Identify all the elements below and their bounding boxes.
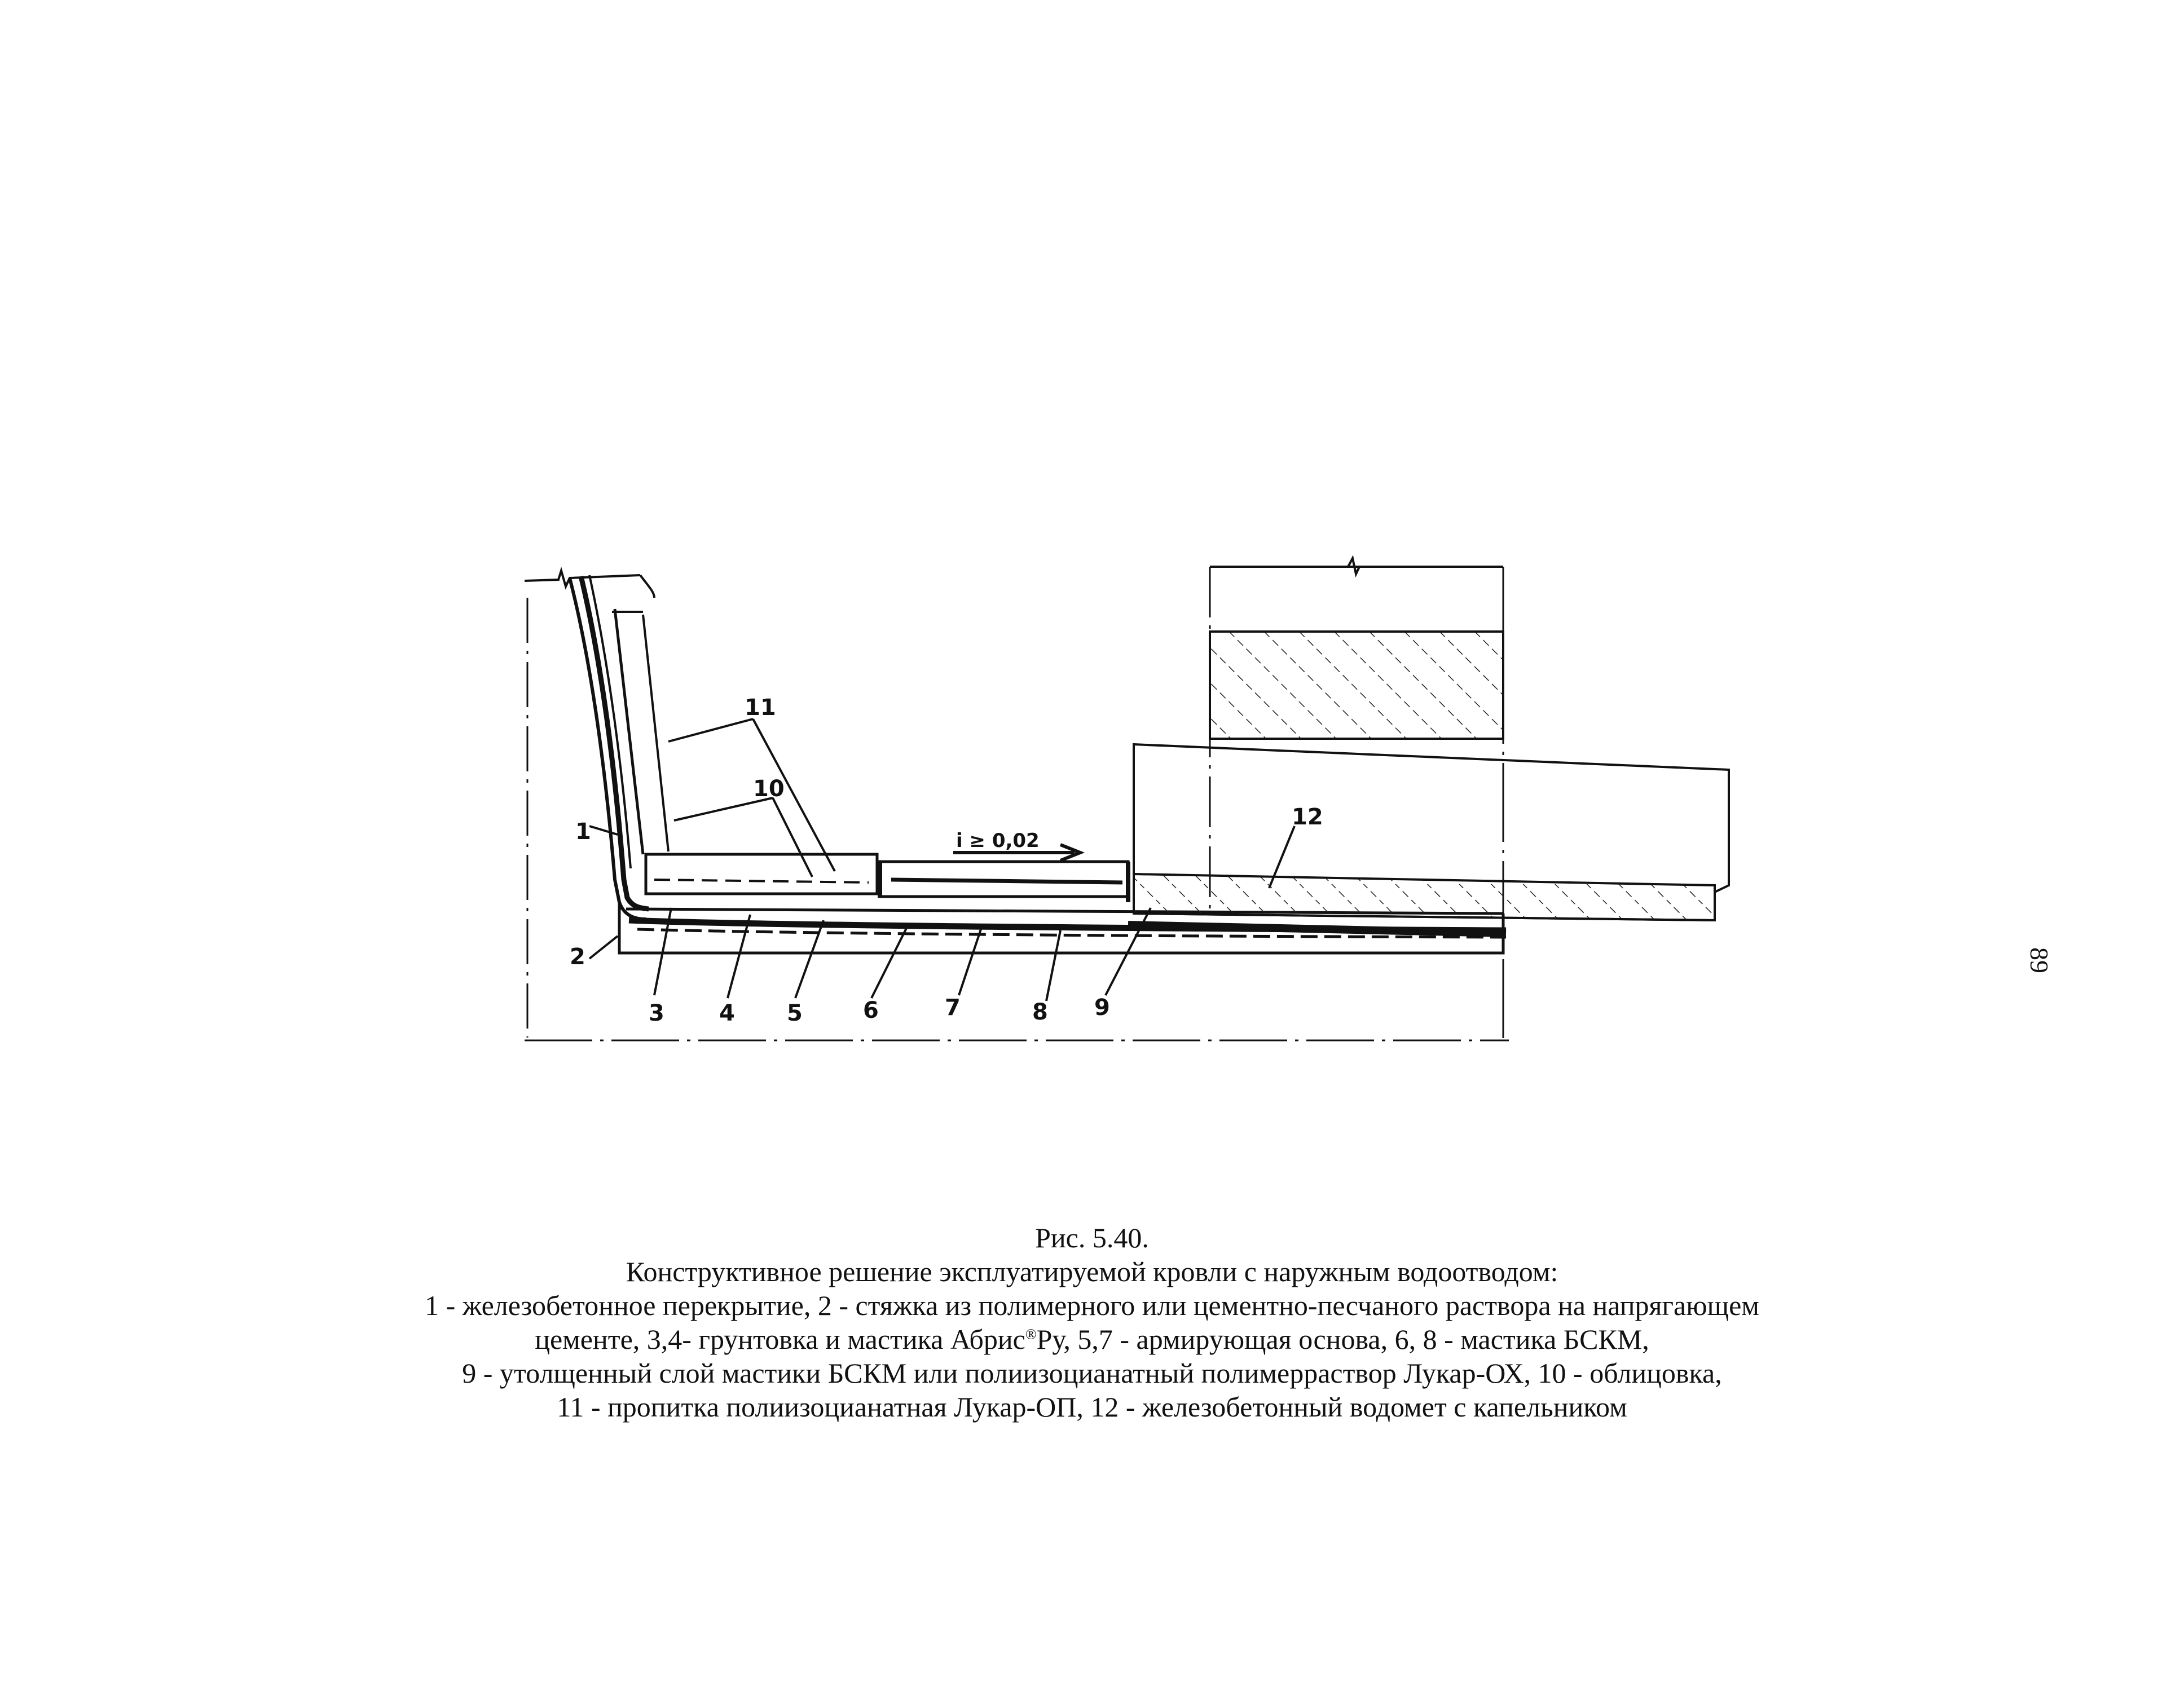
label-10: 10 [753,776,785,802]
figure-caption [0,1221,2184,1424]
label-1: 1 [575,819,591,845]
label-3: 3 [649,1000,664,1026]
label-11: 11 [745,695,776,721]
water-spout [1134,744,1729,920]
legend-line-3: 9 - утолщенный слой мастики БСКМ или полиизоцианатный полимерраствор Лукар-ОХ, 10 - облицовка, [462,1357,1722,1389]
slope-label: i ≥ 0,02 [956,829,1040,852]
figure-number: Рис. 5.40. [1035,1222,1149,1254]
label-8: 8 [1032,999,1048,1025]
label-6: 6 [863,998,879,1023]
legend-line-1: 1 - железобетонное перекрытие, 2 - стяжка из полимерного или цементно-песчаного раствора на напрягающем [425,1290,1759,1321]
leader-lines [589,719,1294,1001]
label-2: 2 [570,944,585,970]
page-number: 89 [2025,947,2054,973]
legend-line-2-a: цементе, 3,4- грунтовка и мастика Абрис [535,1323,1025,1355]
legend-line-2-b: Ру, 5,7 - армирующая основа, 6, 8 - мастика БСКМ, [1036,1323,1649,1355]
legend-line-2 [0,1322,2184,1356]
figure-title: Конструктивное решение эксплуатируемой кровли с наружным водоотводом: [626,1256,1558,1287]
label-7: 7 [945,995,961,1021]
label-12: 12 [1292,804,1323,830]
label-4: 4 [719,1000,735,1026]
legend-line-4: 11 - пропитка полиизоцианатная Лукар-ОП, 12 - железобетонный водомет с капельником [557,1391,1627,1423]
registered-mark: ® [1025,1326,1037,1343]
label-9: 9 [1094,995,1110,1021]
pavement-block [1210,558,1503,739]
label-5: 5 [787,1000,803,1026]
